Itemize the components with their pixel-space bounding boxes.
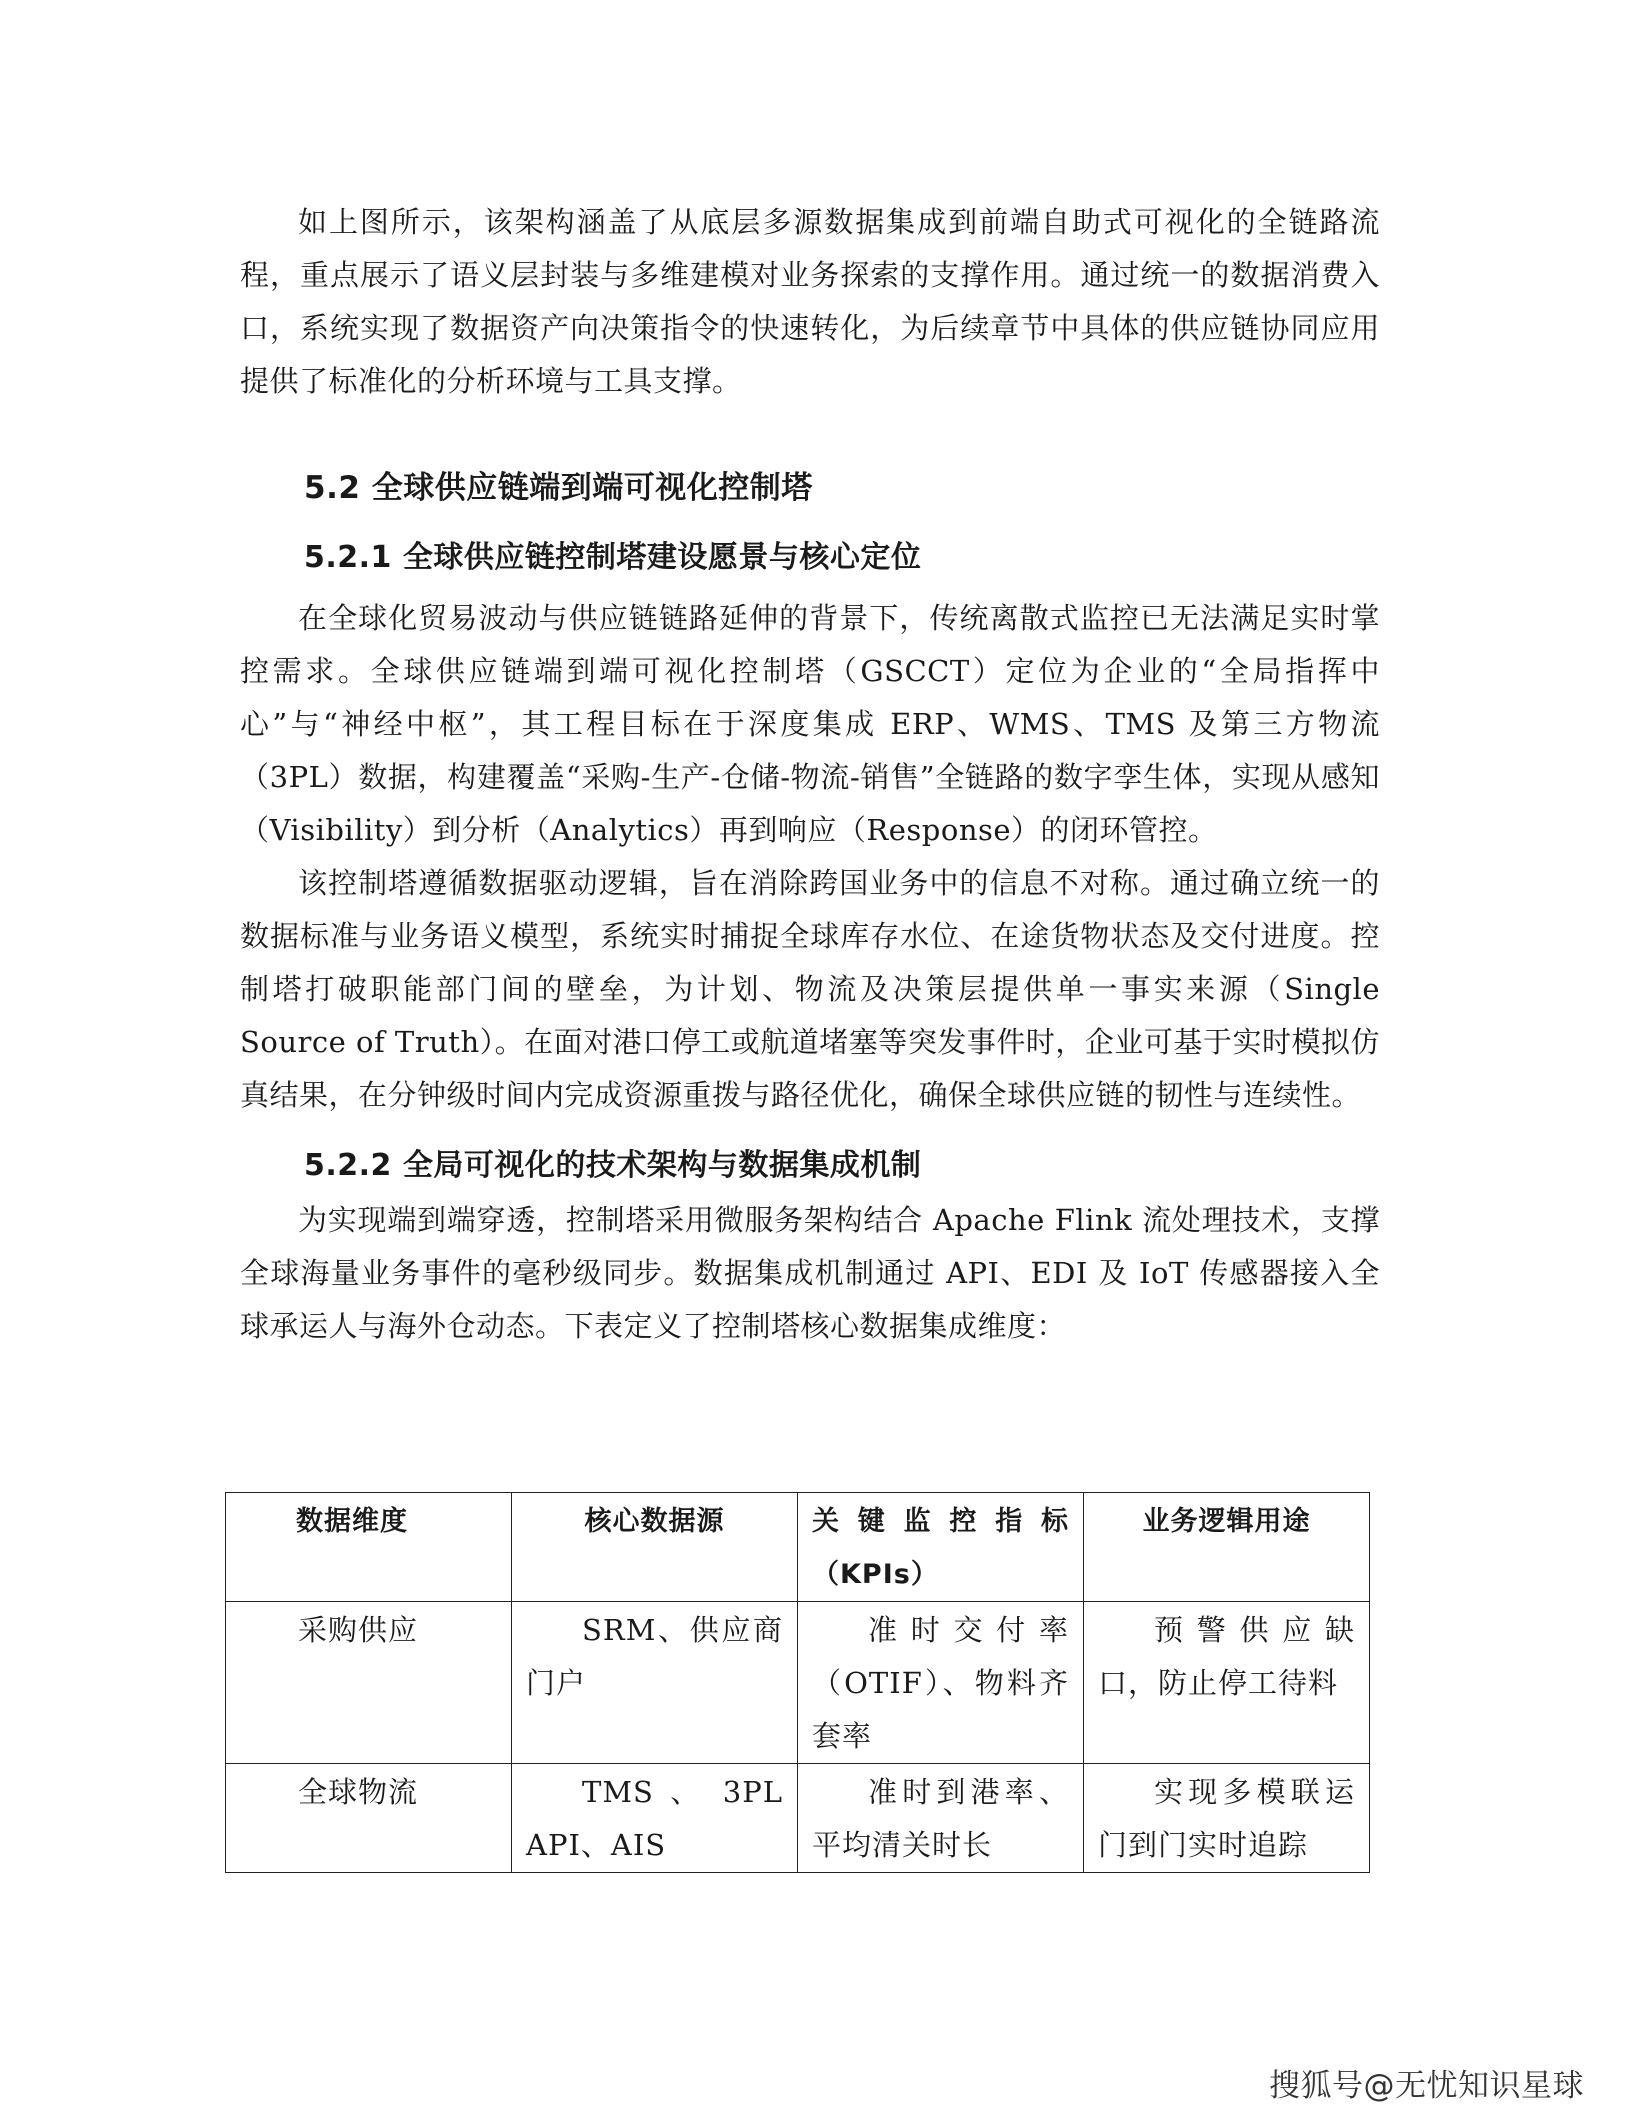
table-header-cell: 业务逻辑用途 [1084,1493,1370,1602]
section-5-2-1-heading: 5.2.1 全球供应链控制塔建设愿景与核心定位 [304,540,922,575]
section-5-2-2-heading: 5.2.2 全局可视化的技术架构与数据集成机制 [304,1148,922,1183]
table-cell: SRM、供应商门户 [512,1602,798,1764]
table-header-cell: 数据维度 [226,1493,512,1602]
table-cell: 预警供应缺口，防止停工待料 [1084,1602,1370,1764]
table-cell: 采购供应 [226,1602,512,1764]
table-cell: TMS 、 3PL API、AIS [512,1764,798,1873]
watermark: 搜狐号@无忧知识星球 [1269,2068,1584,2104]
table-cell: 准时到港率、平均清关时长 [798,1764,1084,1873]
table-cell: 全球物流 [226,1764,512,1873]
intro-paragraph: 如上图所示，该架构涵盖了从底层多源数据集成到前端自助式可视化的全链路流程，重点展示了语义层封装与多维建模对业务探索的支撑作用。通过统一的数据消费入口，系统实现了数据资产向决策指令的快速转化，为后续章节中具体的供应链协同应用提供了标准化的分析环境与工具支撑。 [240,205,1380,398]
table-row [226,1602,1370,1764]
vision-paragraph-2: 该控制塔遵循数据驱动逻辑，旨在消除跨国业务中的信息不对称。通过确立统一的数据标准与业务语义模型，系统实时捕捉全球库存水位、在途货物状态及交付进度。控制塔打破职能部门间的壁垒，为计划、物流及决策层提供单一事实来源（Single Source of Truth）。在面对港口停工或航道堵塞等突发事件时，企业可基于实时模拟仿真结果，在分钟级时间内完成资源重拨与路径优化，确保全球供应链的韧性与连续性。 [240,866,1380,1112]
data-integration-table [225,1492,1370,1873]
vision-paragraph-1: 在全球化贸易波动与供应链链路延伸的背景下，传统离散式监控已无法满足实时掌控需求。全球供应链端到端可视化控制塔（GSCCT）定位为企业的“全局指挥中心”与“神经中枢”，其工程目标在于深度集成 ERP、WMS、TMS 及第三方物流（3PL）数据，构建覆盖“采购-生产-仓储-物流-销售”全链路的数字孪生体，实现从感知（Visibility）到分析（Analytics）再到响应（Response）的闭环管控。 [240,601,1380,847]
architecture-paragraph: 为实现端到端穿透，控制塔采用微服务架构结合 Apache Flink 流处理技术，支撑全球海量业务事件的毫秒级同步。数据集成机制通过 API、EDI 及 IoT 传感器接入全球承运人与海外仓动态。下表定义了控制塔核心数据集成维度： [240,1203,1380,1343]
table-cell: 实现多模联运门到门实时追踪 [1084,1764,1370,1873]
document-body [240,196,1380,1353]
table-row [226,1764,1370,1873]
table-header-row [226,1493,1370,1602]
table-header-cell: 关键监控指标（KPIs） [798,1493,1084,1602]
section-5-2-heading: 5.2 全球供应链端到端可视化控制塔 [304,470,813,506]
table-header-cell: 核心数据源 [512,1493,798,1602]
table-cell: 准时交付率（OTIF）、物料齐套率 [798,1602,1084,1764]
